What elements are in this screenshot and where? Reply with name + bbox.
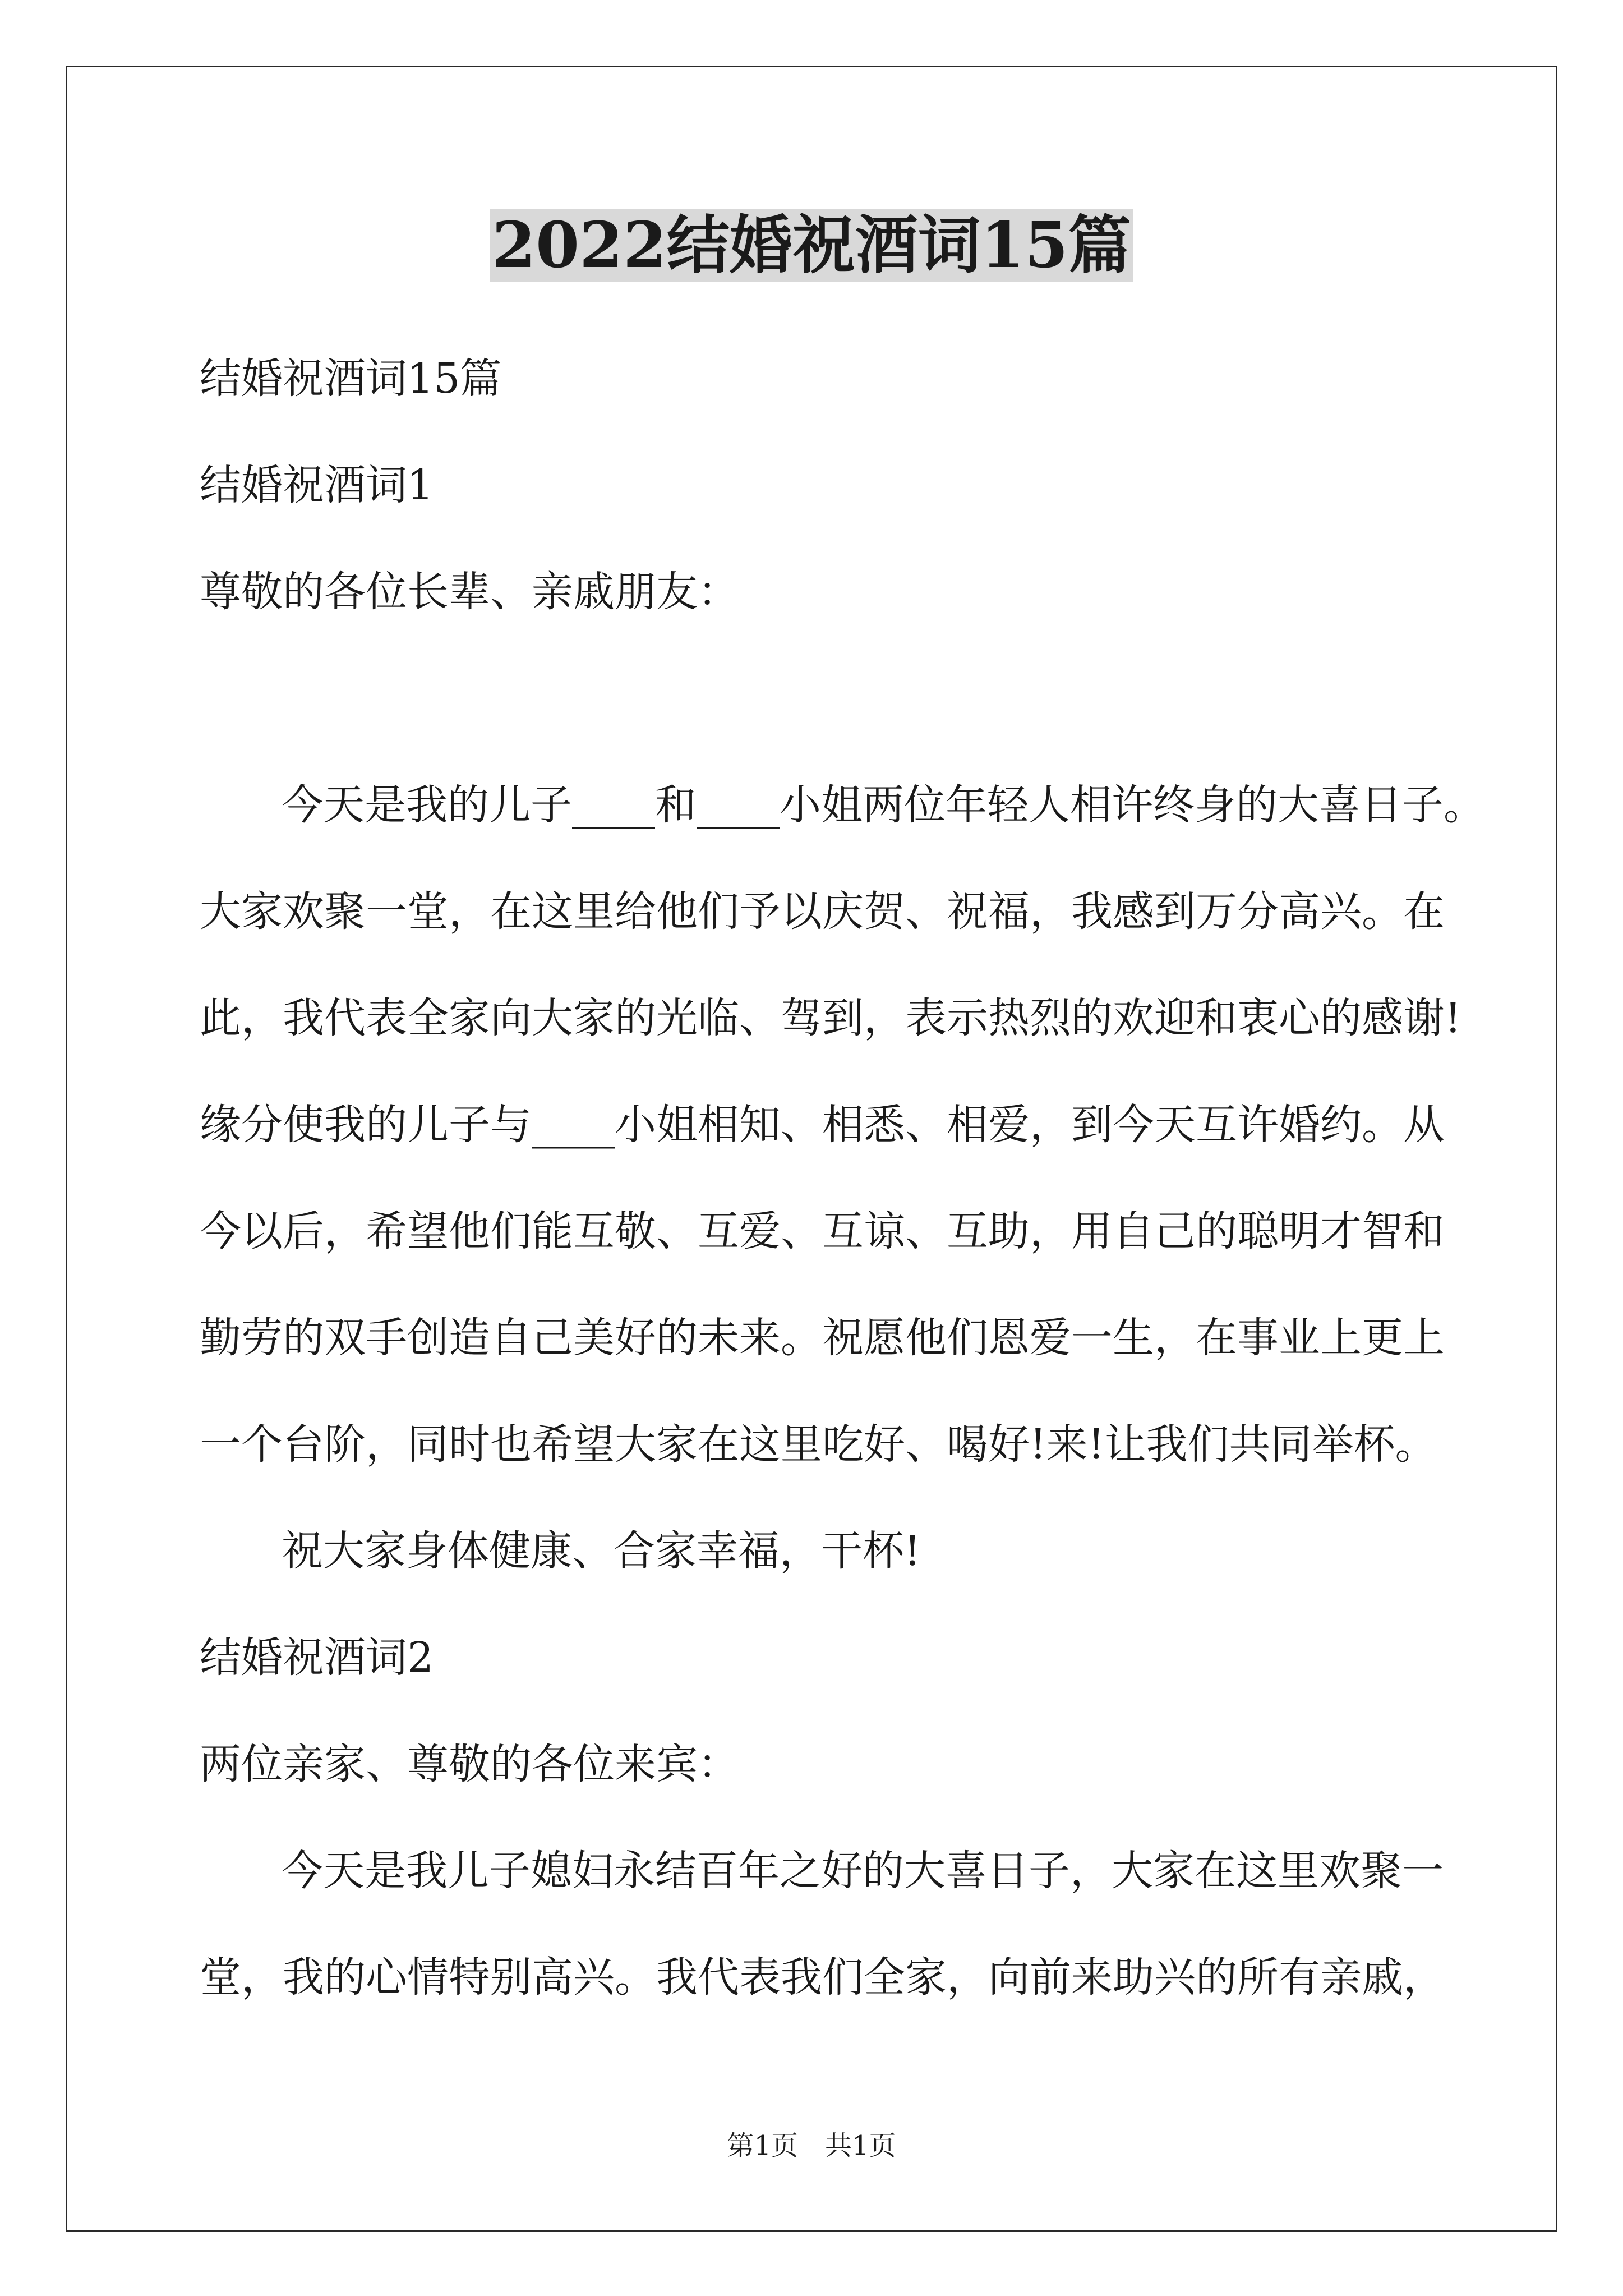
- document-title: [0, 206, 1623, 285]
- greeting-1: 尊敬的各位长辈、亲戚朋友：: [200, 568, 739, 616]
- document-subtitle: 结婚祝酒词15篇: [200, 355, 502, 403]
- greeting-2: 两位亲家、尊敬的各位来宾：: [200, 1740, 739, 1788]
- paragraph-line: 今以后，希望他们能互敬、互爱、互谅、互助，用自己的聪明才智和: [200, 1207, 1445, 1255]
- page-footer: 第1页 共1页: [727, 2130, 896, 2161]
- paragraph-line: 缘分使我的儿子与____小姐相知、相悉、相爱，到今天互许婚约。从: [200, 1101, 1445, 1149]
- paragraph-line: 大家欢聚一堂，在这里给他们予以庆贺、祝福，我感到万分高兴。在: [200, 887, 1445, 936]
- paragraph-line: 一个台阶，同时也希望大家在这里吃好、喝好!来!让我们共同举杯。: [200, 1420, 1437, 1469]
- paragraph-line: 今天是我的儿子____和____小姐两位年轻人相许终身的大喜日子。: [282, 781, 1485, 829]
- paragraph-line: 勤劳的双手创造自己美好的未来。祝愿他们恩爱一生，在事业上更上: [200, 1314, 1445, 1362]
- section-heading-1: 结婚祝酒词1: [200, 461, 434, 509]
- paragraph-line: 此，我代表全家向大家的光临、驾到，表示热烈的欢迎和衷心的感谢!: [200, 994, 1461, 1042]
- paragraph-line: 堂，我的心情特别高兴。我代表我们全家，向前来助兴的所有亲戚，: [200, 1953, 1445, 2001]
- paragraph-line: 今天是我儿子媳妇永结百年之好的大喜日子，大家在这里欢聚一: [282, 1847, 1444, 1895]
- section-heading-2: 结婚祝酒词2: [200, 1634, 434, 1682]
- title-highlight: 2022结婚祝酒词15篇: [490, 209, 1133, 282]
- closing-line: 祝大家身体健康、合家幸福，干杯!: [282, 1527, 921, 1575]
